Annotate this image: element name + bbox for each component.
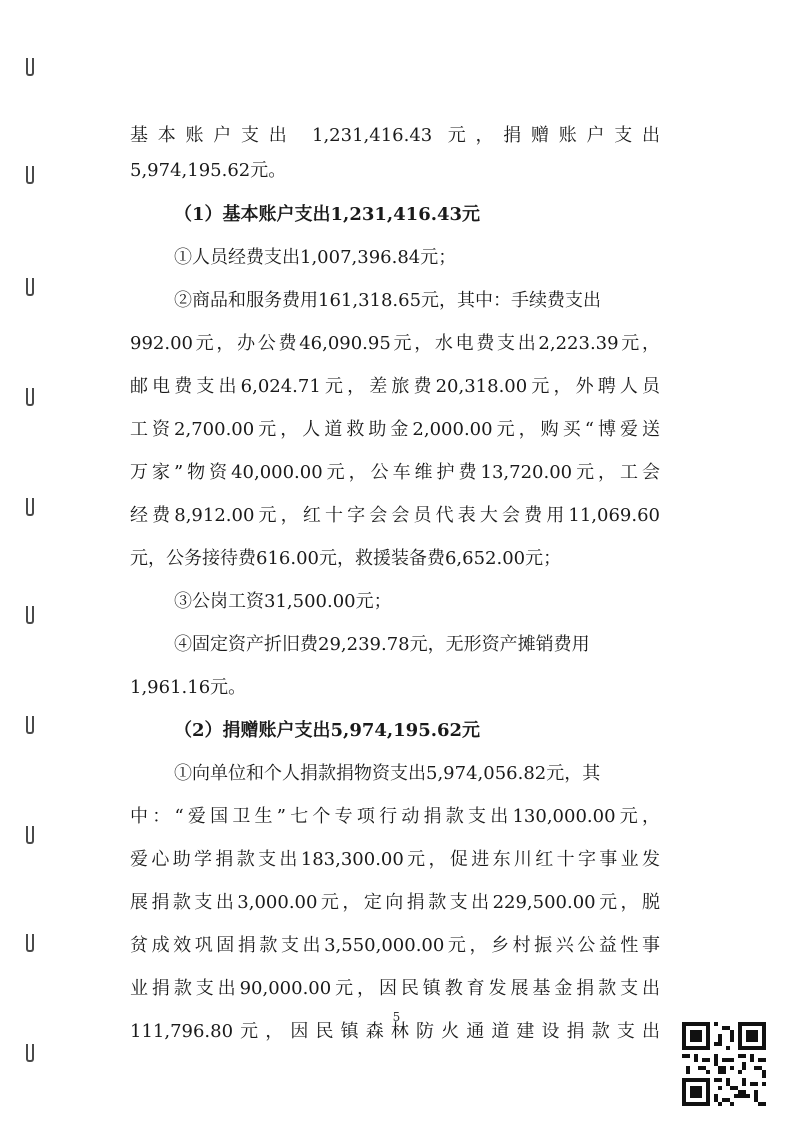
paragraph-line: ④固定资产折旧费29,239.78元，无形资产摊销费用: [174, 634, 590, 655]
paragraph-line: ③公岗工资31,500.00元；: [174, 591, 392, 612]
page-number: 5: [392, 1010, 401, 1024]
binding-mark: [26, 606, 34, 624]
qr-code-icon: [682, 1022, 766, 1106]
binding-mark: [26, 58, 34, 76]
binding-mark: [26, 388, 34, 406]
paragraph-line: 经费8,912.00元，红十字会会员代表大会费用11,069.60: [130, 505, 660, 526]
paragraph-line: 贫成效巩固捐款支出3,550,000.00元，乡村振兴公益性事: [130, 935, 660, 956]
paragraph-line: 992.00元，办公费46,090.95元，水电费支出2,223.39元，: [130, 333, 660, 354]
paragraph-line: 5,974,195.62元。: [130, 160, 287, 181]
paragraph-line: 中：“爱国卫生”七个专项行动捐款支出130,000.00元，: [130, 806, 660, 827]
paragraph-line: 基本账户支出 1,231,416.43 元，捐赠账户支出: [130, 125, 660, 146]
binding-mark: [26, 278, 34, 296]
binding-mark: [26, 1044, 34, 1062]
paragraph-line: 展捐款支出3,000.00元，定向捐款支出229,500.00元，脱: [130, 892, 660, 913]
paragraph-line: 邮电费支出6,024.71元，差旅费20,318.00元，外聘人员: [130, 376, 660, 397]
paragraph-line: ①人员经费支出1,007,396.84元；: [174, 247, 457, 268]
binding-mark: [26, 716, 34, 734]
paragraph-line: 111,796.80元，因民镇森林防火通道建设捐款支出: [130, 1021, 660, 1042]
paragraph-line: ②商品和服务费用161,318.65元，其中：手续费支出: [174, 290, 602, 311]
paragraph-line: 1,961.16元。: [130, 677, 247, 698]
section-heading: （1）基本账户支出1,231,416.43元: [174, 204, 481, 225]
paragraph-line: 工资2,700.00元，人道救助金2,000.00元，购买“博爱送: [130, 419, 660, 440]
paragraph-line: 爱心助学捐款支出183,300.00元，促进东川红十字事业发: [130, 849, 660, 870]
paragraph-line: 元，公务接待费616.00元，救援装备费6,652.00元；: [130, 548, 562, 569]
binding-mark: [26, 934, 34, 952]
binding-mark: [26, 826, 34, 844]
binding-mark: [26, 498, 34, 516]
paragraph-line: 万家”物资40,000.00元，公车维护费13,720.00元，工会: [130, 462, 660, 483]
section-heading: （2）捐赠账户支出5,974,195.62元: [174, 720, 481, 741]
binding-mark: [26, 166, 34, 184]
paragraph-line: 业捐款支出90,000.00元，因民镇教育发展基金捐款支出: [130, 978, 660, 999]
paragraph-line: ①向单位和个人捐款捐物资支出5,974,056.82元，其: [174, 763, 601, 784]
